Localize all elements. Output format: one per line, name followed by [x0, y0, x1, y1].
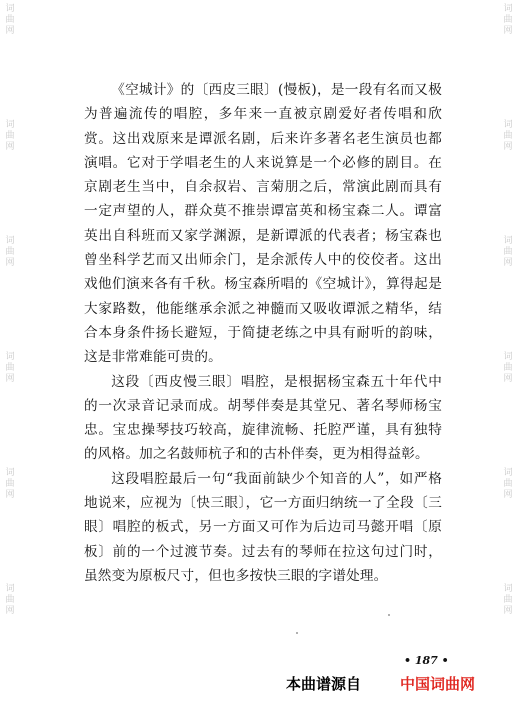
- watermark-left: [2, 0, 18, 720]
- paragraph-3: 这段唱腔最后一句“我面前缺少个知音的人”，如严格地说来，应视为〔快三眼〕，它一方面归纳统一了全段〔三眼〕唱腔的板式，另一方面又可作为后边司马懿开唱〔原板〕前的一个过渡节奏。过去有的琴师在拉这句过门时，虽然变为原板尺寸，但也多按快三眼的字谱处理。: [84, 470, 442, 584]
- page-body: [84, 78, 442, 588]
- watermark-char: 网: [503, 374, 513, 384]
- watermark-char: 网: [5, 490, 15, 500]
- watermark-char: 词: [503, 352, 513, 362]
- watermark-char: 曲: [503, 479, 513, 489]
- watermark-char: 词: [503, 4, 513, 14]
- watermark-text: [5, 352, 14, 385]
- watermark-char: 词: [503, 584, 513, 594]
- watermark-char: 网: [5, 606, 15, 616]
- watermark-char: 词: [5, 584, 15, 594]
- watermark-text: [5, 584, 14, 617]
- watermark-text: [503, 352, 512, 385]
- watermark-char: 曲: [5, 247, 15, 257]
- watermark-char: 词: [5, 120, 15, 130]
- watermark-char: 网: [5, 142, 15, 152]
- watermark-char: 网: [503, 26, 513, 36]
- watermark-char: 曲: [5, 363, 15, 373]
- watermark-char: 词: [5, 4, 15, 14]
- watermark-char: 词: [5, 352, 15, 362]
- watermark-char: 网: [503, 490, 513, 500]
- watermark-char: 网: [503, 142, 513, 152]
- watermark-char: 词: [5, 236, 15, 246]
- watermark-text: [503, 584, 512, 617]
- watermark-text: [5, 120, 14, 153]
- watermark-char: 词: [5, 468, 15, 478]
- watermark-text: [5, 4, 14, 37]
- watermark-text: [503, 4, 512, 37]
- watermark-char: 网: [5, 26, 15, 36]
- watermark-char: 曲: [5, 479, 15, 489]
- watermark-char: 曲: [5, 595, 15, 605]
- watermark-char: 网: [503, 258, 513, 268]
- paragraph-2: 这段〔西皮慢三眼〕唱腔，是根据杨宝森五十年代中的一次录音记录而成。胡琴伴奏是其堂兄、著名琴师杨宝忠。宝忠操琴技巧较高，旋律流畅、托腔严谨，具有独特的风格。加之名鼓师杭子和的古朴伴奏，更为相得益彰。: [84, 373, 442, 463]
- watermark-text: [503, 120, 512, 153]
- watermark-char: 曲: [503, 15, 513, 25]
- paragraph-1: 《空城计》的〔西皮三眼〕(慢板)，是一段有名而又极为普遍流传的唱腔，多年来一直被京剧爱好者传唱和欣赏。这出戏原来是谭派名剧，后来许多著名老生演员也都演唱。它对于学唱老生的人来说算是一个必修的剧目。在京剧老生当中，自余叔岩、言菊朋之后，常演此剧而具有一定声望的人，群众莫不推崇谭富英和杨宝森二人。谭富英出自科班而又家学渊源，是新谭派的代表者；杨宝森也曾坐科学艺而又出师余门，是余派传人中的佼佼者。这出戏他们演来各有千秋。杨宝森所唱的《空城计》，算得起是大家路数，他能继承余派之神髓而又吸收谭派之精华，结合本身条件扬长避短，于简捷老练之中具有耐听的韵味，这是非常难能可贵的。: [84, 82, 442, 366]
- watermark-text: [503, 236, 512, 269]
- footer-source-label: 本曲谱源自: [286, 675, 362, 693]
- watermark-char: 网: [5, 374, 15, 384]
- watermark-text: [503, 468, 512, 501]
- page-number: • 187 •: [404, 654, 449, 667]
- watermark-char: 曲: [5, 15, 15, 25]
- watermark-char: 曲: [503, 247, 513, 257]
- watermark-char: 曲: [503, 595, 513, 605]
- watermark-char: 曲: [5, 131, 15, 141]
- watermark-right: [500, 0, 516, 720]
- watermark-char: 词: [503, 236, 513, 246]
- watermark-text: [5, 468, 14, 501]
- watermark-char: 网: [503, 606, 513, 616]
- scan-speck: [296, 632, 298, 634]
- footer-site-name: 中国词曲网: [400, 675, 476, 693]
- scan-speck: [388, 614, 390, 616]
- watermark-char: 词: [503, 468, 513, 478]
- watermark-char: 曲: [503, 131, 513, 141]
- watermark-text: [5, 236, 14, 269]
- watermark-char: 网: [5, 258, 15, 268]
- watermark-char: 词: [503, 120, 513, 130]
- watermark-char: 曲: [503, 363, 513, 373]
